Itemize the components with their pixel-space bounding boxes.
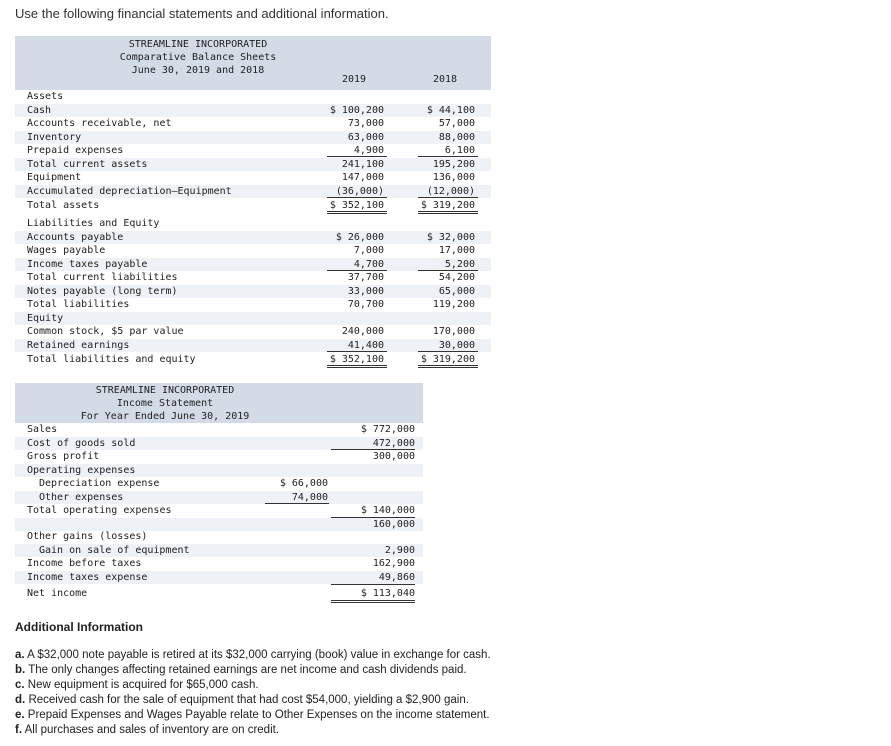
table-row <box>15 298 491 311</box>
row-label: Other gains (losses) <box>27 531 148 542</box>
value-2018: $ 319,200 <box>420 354 475 365</box>
table-row <box>15 477 423 491</box>
underline <box>265 503 329 504</box>
table-row <box>15 131 491 144</box>
row-label: Common stock, $5 par value <box>27 326 184 337</box>
row-label: Inventory <box>27 131 82 143</box>
underline <box>418 197 478 198</box>
value-total: $ 140,000 <box>360 505 415 516</box>
table-row <box>15 312 491 325</box>
table-row <box>15 158 491 171</box>
double-underline <box>327 213 387 214</box>
value-2019: (36,000) <box>335 185 384 197</box>
item-text: A $32,000 note payable is retired at its $32,000 carrying (book) value in exchange for cash. <box>27 649 491 661</box>
row-label: Total operating expenses <box>27 505 172 516</box>
value-2018: 57,000 <box>438 118 475 129</box>
underline <box>418 270 478 271</box>
table-row <box>15 464 423 478</box>
value-2019: $ 352,100 <box>329 200 384 211</box>
item-text: All purchases and sales of inventory are on credit. <box>24 724 280 736</box>
item-text: New equipment is acquired for $65,000 cash. <box>27 679 259 691</box>
statement-date: June 30, 2019 and 2018 <box>131 65 265 76</box>
table-row <box>15 587 423 601</box>
table-row <box>15 504 423 518</box>
table-row <box>15 325 491 338</box>
table-row <box>15 185 491 198</box>
item-text: Received cash for the sale of equipment that had cost $54,000, yielding a $2,900 gain. <box>28 694 469 706</box>
income-statement <box>15 383 491 599</box>
table-row <box>15 271 491 284</box>
table-row <box>15 90 491 103</box>
value-2019: $ 352,100 <box>329 354 384 365</box>
item-key: f. <box>15 724 23 736</box>
item-key: e. <box>15 709 25 721</box>
value-total: 472,000 <box>372 437 415 449</box>
value-2019: 7,000 <box>353 245 384 256</box>
underline <box>327 156 387 157</box>
double-underline <box>331 602 415 603</box>
underline <box>418 156 478 157</box>
value-total: $ 772,000 <box>360 424 415 435</box>
underline <box>331 449 415 450</box>
value-total: 300,000 <box>372 451 415 462</box>
row-label: Accounts receivable, net <box>27 118 172 129</box>
row-label: Accumulated depreciation—Equipment <box>27 185 232 197</box>
row-label: Cash <box>27 104 52 116</box>
row-label: Depreciation expense <box>39 478 160 489</box>
double-underline <box>418 367 478 368</box>
double-underline <box>418 365 478 366</box>
row-label: Prepaid expenses <box>27 145 124 156</box>
row-label: Total current assets <box>27 158 148 170</box>
value-2019: 33,000 <box>347 285 384 297</box>
row-label: Liabilities and Equity <box>27 218 160 229</box>
item-key: d. <box>15 694 26 706</box>
value-2018: 30,000 <box>438 339 475 351</box>
table-row <box>15 530 423 544</box>
value-2018: 6,100 <box>444 145 475 156</box>
value-2019: 41,400 <box>347 339 384 351</box>
row-label: Assets <box>27 91 64 102</box>
table-row <box>15 437 423 451</box>
value-2018: $ 319,200 <box>420 200 475 211</box>
row-label: Equipment <box>27 172 82 183</box>
table-row <box>15 217 491 230</box>
table-row <box>15 285 491 298</box>
row-label: Net income <box>27 588 88 599</box>
value-2019: 4,700 <box>353 258 384 270</box>
row-label: Equity <box>27 312 64 324</box>
value-2019: 37,700 <box>347 272 384 283</box>
value-total: $ 113,040 <box>360 588 415 599</box>
underline <box>327 351 387 352</box>
income-statement-title <box>15 384 423 423</box>
row-label: Total current liabilities <box>27 272 178 283</box>
company-name: STREAMLINE INCORPORATED <box>95 385 235 396</box>
value-2019: $ 100,200 <box>329 104 384 116</box>
balance-sheet-title <box>15 38 491 77</box>
balance-sheet <box>15 36 491 365</box>
value-2018: 65,000 <box>438 285 475 297</box>
balance-sheet-header <box>15 36 491 90</box>
intro-text: Use the following financial statements and additional information. <box>15 6 389 21</box>
value-2018: 119,200 <box>432 299 475 310</box>
list-item <box>15 678 491 693</box>
underline <box>331 584 415 585</box>
value-2018: 88,000 <box>438 131 475 143</box>
row-label: Retained earnings <box>27 339 130 351</box>
table-row <box>15 244 491 257</box>
item-text: The only changes affecting retained earnings are net income and cash dividends paid. <box>28 664 467 676</box>
row-label: Total assets <box>27 200 100 211</box>
table-row <box>15 518 423 532</box>
value-2019: 73,000 <box>347 118 384 129</box>
value-2018: 54,200 <box>438 272 475 283</box>
value-total: 162,900 <box>372 558 415 569</box>
item-key: c. <box>15 679 25 691</box>
list-item <box>15 708 491 723</box>
additional-info-heading: Additional Information <box>15 620 143 634</box>
income-statement-header <box>15 383 423 423</box>
value-2018: 195,200 <box>432 158 475 170</box>
row-label: Other expenses <box>39 491 124 503</box>
value-2019: 147,000 <box>341 172 384 183</box>
row-label: Income before taxes <box>27 558 142 569</box>
table-row <box>15 231 491 244</box>
value-total: 2,900 <box>384 544 415 556</box>
value-2019: $ 26,000 <box>335 231 384 243</box>
value-2019: 63,000 <box>347 131 384 143</box>
row-label: Income taxes payable <box>27 258 148 270</box>
column-header-2018: 2018 <box>433 74 458 85</box>
statement-period: For Year Ended June 30, 2019 <box>80 411 250 422</box>
table-row <box>15 450 423 464</box>
value-total: 49,860 <box>378 571 415 583</box>
row-label: Sales <box>27 424 58 435</box>
value-2019: 4,900 <box>353 145 384 156</box>
value-2018: 136,000 <box>432 172 475 183</box>
statement-name: Income Statement <box>116 398 214 409</box>
value-2019: 241,100 <box>341 158 384 170</box>
table-row <box>15 571 423 585</box>
underline <box>418 351 478 352</box>
row-label: Wages payable <box>27 245 106 256</box>
underline <box>327 197 387 198</box>
value-2018: $ 44,100 <box>426 104 475 116</box>
table-row <box>15 104 491 117</box>
value-2019: 70,700 <box>347 299 384 310</box>
table-row <box>15 423 423 437</box>
item-key: a. <box>15 649 25 661</box>
list-item <box>15 723 491 738</box>
row-label: Total liabilities and equity <box>27 354 196 365</box>
value-total: 160,000 <box>372 518 415 530</box>
value-detail: 74,000 <box>291 491 328 503</box>
table-row <box>15 117 491 130</box>
table-row <box>15 258 491 271</box>
table-row <box>15 491 423 505</box>
double-underline <box>418 213 478 214</box>
statement-name: Comparative Balance Sheets <box>119 52 277 63</box>
row-label: Gross profit <box>27 451 100 462</box>
list-item <box>15 663 491 678</box>
double-underline <box>331 600 415 601</box>
table-row <box>15 544 423 558</box>
company-name: STREAMLINE INCORPORATED <box>128 39 268 50</box>
double-underline <box>418 211 478 212</box>
table-row <box>15 339 491 352</box>
row-label: Total liabilities <box>27 299 130 310</box>
table-row <box>15 557 423 571</box>
list-item <box>15 693 491 708</box>
item-key: b. <box>15 664 26 676</box>
row-label: Operating expenses <box>27 464 136 476</box>
row-label: Notes payable (long term) <box>27 285 178 297</box>
value-2018: $ 32,000 <box>426 231 475 243</box>
double-underline <box>327 211 387 212</box>
value-2019: 240,000 <box>341 326 384 337</box>
list-item <box>15 648 491 663</box>
row-label: Income taxes expense <box>27 571 148 583</box>
column-header-2019: 2019 <box>342 74 367 85</box>
table-row <box>15 171 491 184</box>
additional-info-list <box>15 648 491 738</box>
double-underline <box>327 365 387 366</box>
value-2018: 5,200 <box>444 258 475 270</box>
value-detail: $ 66,000 <box>279 478 328 489</box>
underline <box>327 270 387 271</box>
value-2018: 170,000 <box>432 326 475 337</box>
item-text: Prepaid Expenses and Wages Payable relate to Other Expenses on the income statement. <box>27 709 490 721</box>
double-underline <box>327 367 387 368</box>
row-label: Gain on sale of equipment <box>39 544 190 556</box>
underline <box>331 517 415 518</box>
row-label: Accounts payable <box>27 231 124 243</box>
row-label: Cost of goods sold <box>27 437 136 449</box>
value-2018: (12,000) <box>426 185 475 197</box>
value-2018: 17,000 <box>438 245 475 256</box>
